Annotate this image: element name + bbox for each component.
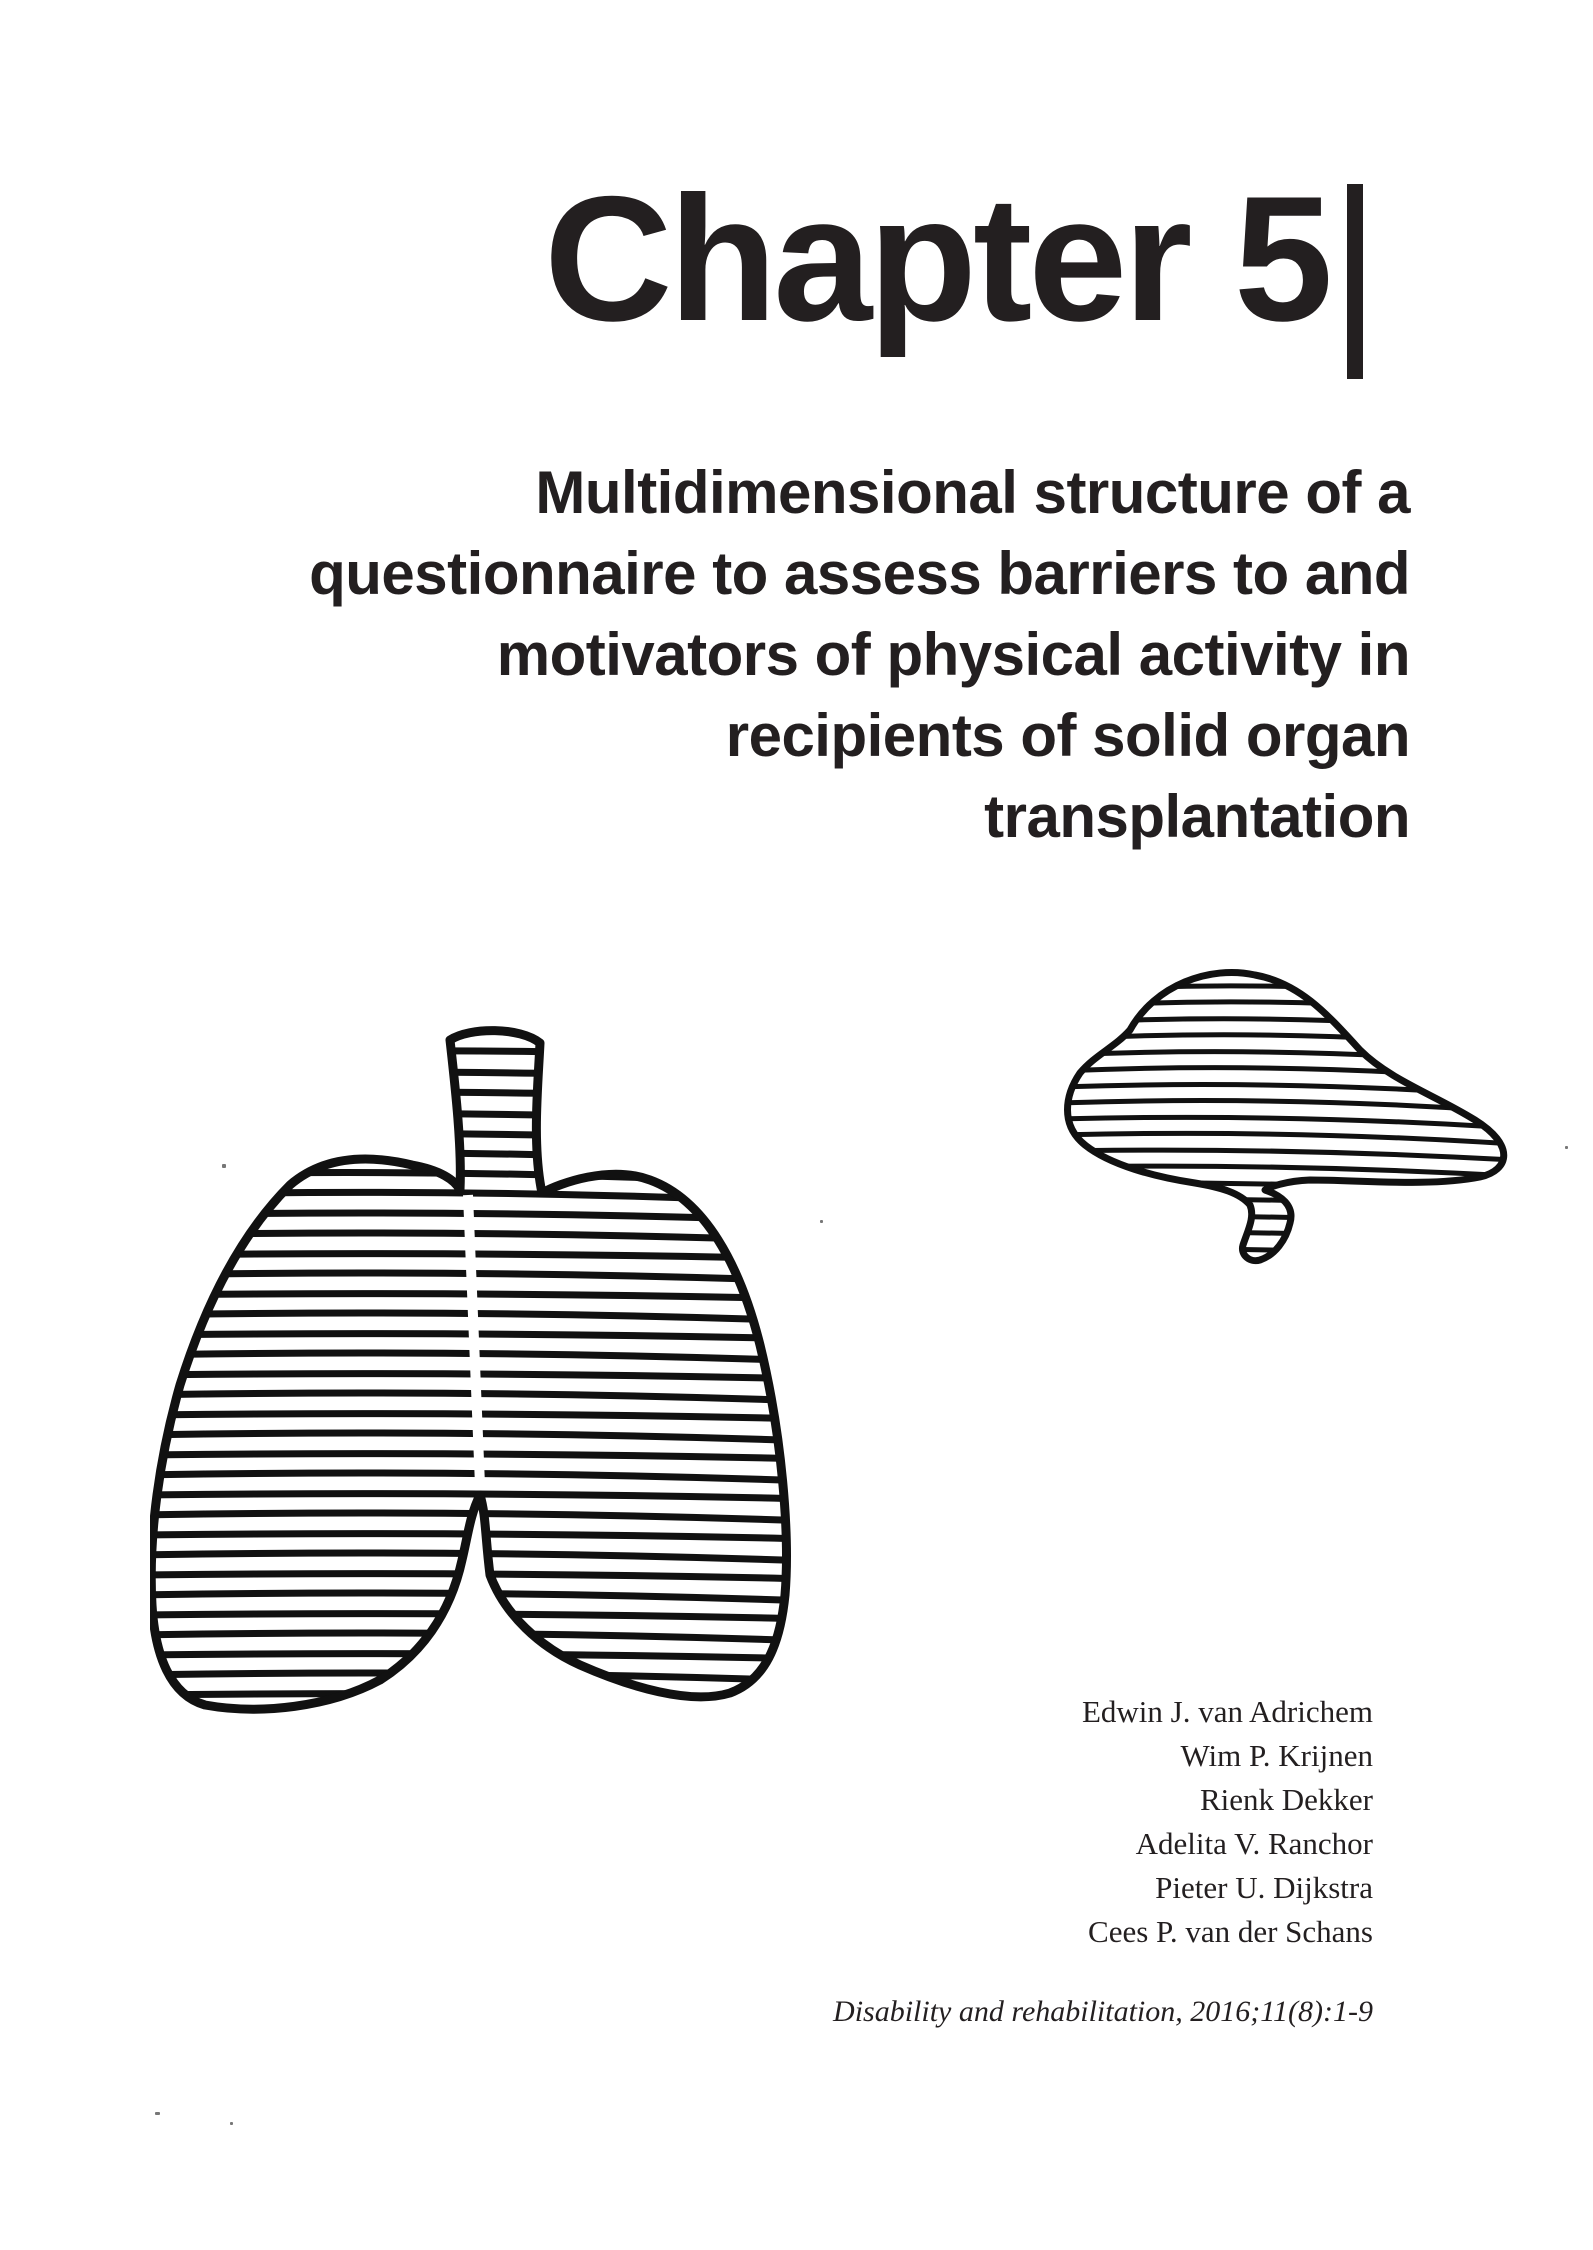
paper-speck xyxy=(230,2122,233,2125)
chapter-divider-bar xyxy=(1347,184,1363,379)
liver-icon xyxy=(1060,955,1520,1280)
author-name: Pieter U. Dijkstra xyxy=(1155,1870,1373,1905)
author-name: Rienk Dekker xyxy=(1199,1782,1373,1817)
author-name: Adelita V. Ranchor xyxy=(1135,1826,1373,1861)
lungs-icon xyxy=(150,1015,800,1720)
chapter-title xyxy=(110,452,1410,857)
title-line: recipients of solid organ xyxy=(725,702,1410,769)
paper-speck xyxy=(820,1220,823,1223)
paper-speck xyxy=(1565,1146,1568,1149)
chapter-label: Chapter 5 xyxy=(544,159,1329,358)
title-line: transplantation xyxy=(984,783,1410,850)
chapter-heading xyxy=(544,159,1363,379)
title-line: Multidimensional structure of a xyxy=(535,459,1410,526)
author-name: Edwin J. van Adrichem xyxy=(1081,1694,1373,1729)
title-line: questionnaire to assess barriers to and xyxy=(309,540,1410,607)
publication-citation: Disability and rehabilitation, 2016;11(8):1-9 xyxy=(833,1995,1373,2028)
author-list xyxy=(853,1690,1373,1954)
title-line: motivators of physical activity in xyxy=(496,621,1410,688)
paper-speck xyxy=(155,2112,160,2115)
author-name: Cees P. van der Schans xyxy=(1088,1914,1373,1949)
author-name: Wim P. Krijnen xyxy=(1180,1738,1373,1773)
paper-speck xyxy=(222,1164,226,1168)
